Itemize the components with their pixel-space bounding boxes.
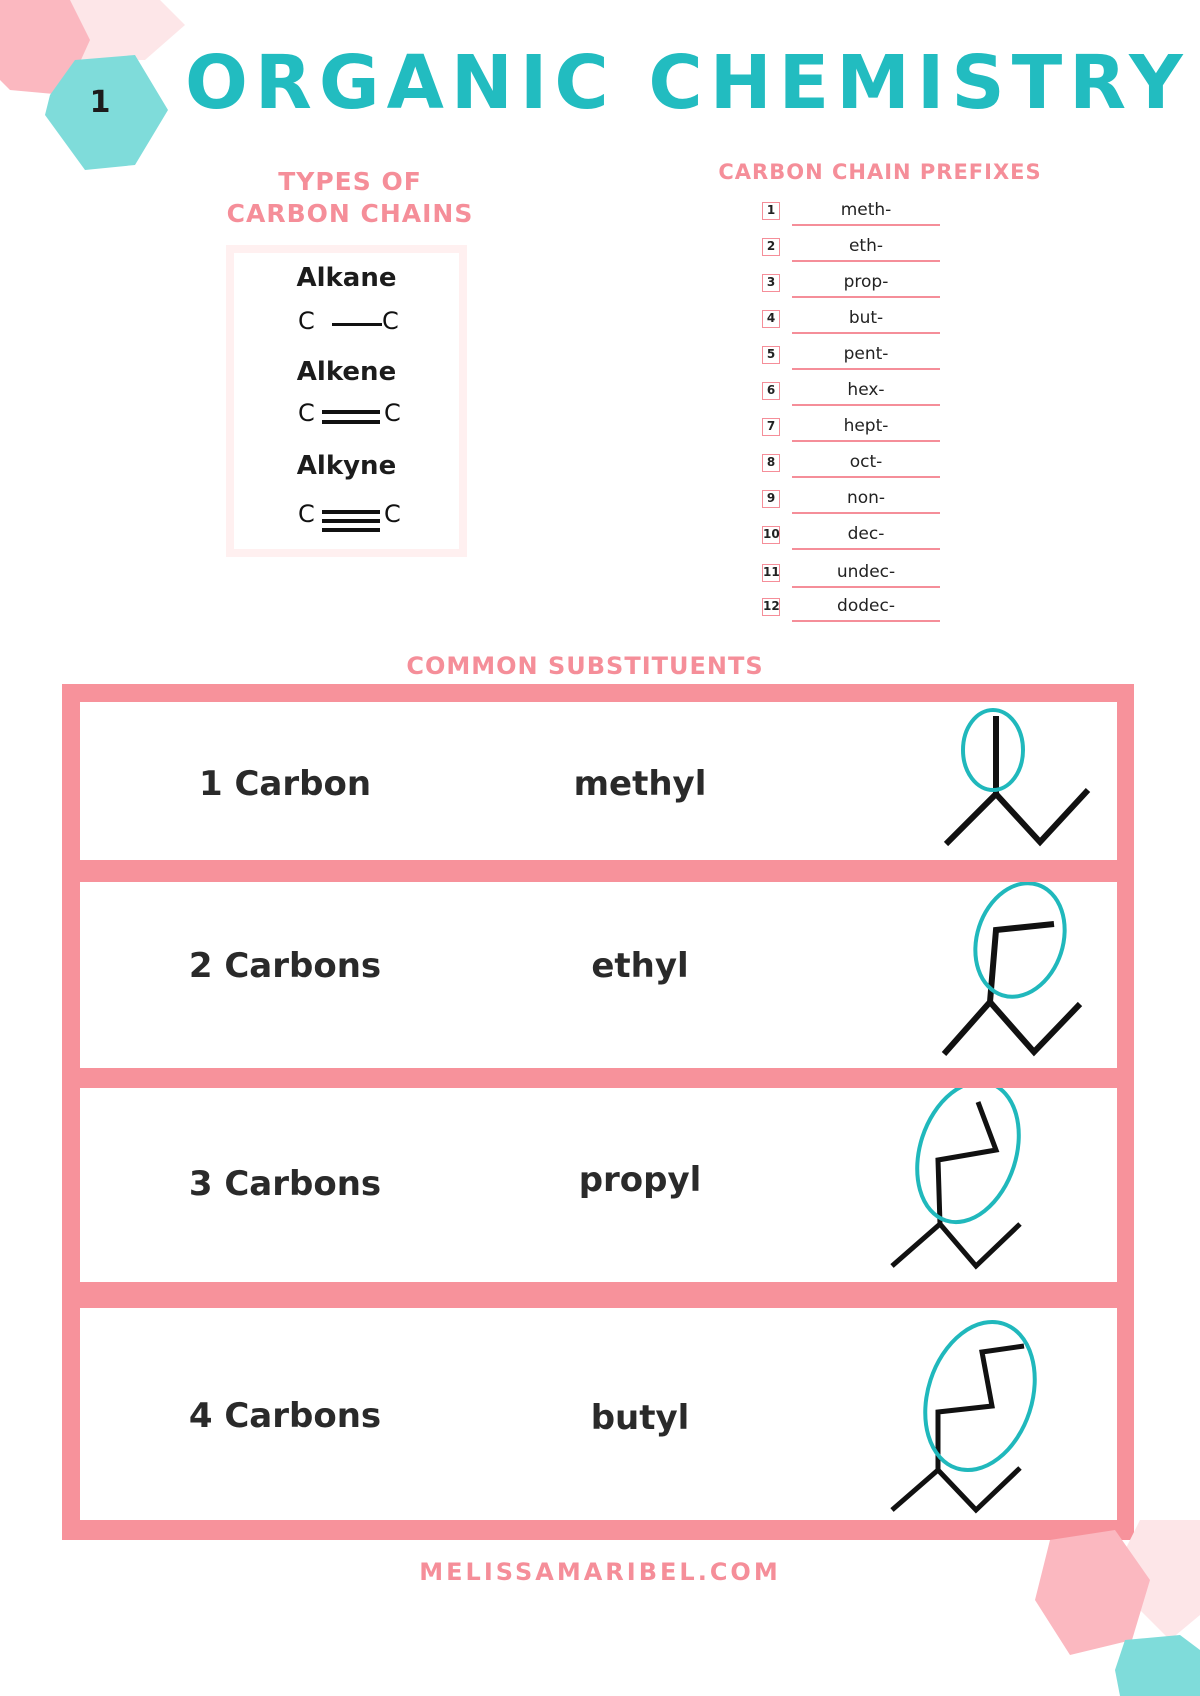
- prefix-text: non-: [846, 488, 886, 508]
- prefix-text: but-: [848, 308, 884, 328]
- prefix-underline: [792, 476, 940, 478]
- propyl-structure-icon: [880, 1088, 1110, 1282]
- prefix-number: 8: [762, 454, 780, 472]
- prefix-text: dec-: [847, 524, 885, 544]
- substituent-row-propyl: [80, 1088, 1117, 1282]
- prefix-text: meth-: [840, 200, 892, 220]
- footer-site: MELISSAMARIBEL.COM: [419, 1558, 781, 1586]
- triple-bond-line-1: [322, 510, 380, 514]
- prefix-text: prop-: [843, 272, 889, 292]
- carbon-count: 1 Carbon: [198, 764, 372, 804]
- prefix-underline: [792, 620, 940, 622]
- carbon-chains-heading-line2: CARBON CHAINS: [226, 199, 474, 228]
- alkyne-label: Alkyne: [296, 451, 397, 481]
- hexagon-teal-icon: [1115, 1635, 1200, 1696]
- prefix-row: [762, 562, 942, 598]
- prefix-underline: [792, 296, 940, 298]
- prefix-number: 10: [762, 526, 780, 544]
- prefix-number: 11: [762, 564, 780, 582]
- prefix-underline: [792, 332, 940, 334]
- single-bond: [332, 323, 382, 326]
- prefix-row: [762, 200, 942, 236]
- triple-bond-line-2: [322, 519, 380, 523]
- alkane-label: Alkane: [296, 263, 397, 293]
- alkane-carbon-right: C: [382, 307, 399, 335]
- substituent-name: ethyl: [591, 946, 689, 986]
- prefix-row: [762, 452, 942, 488]
- prefix-number: 9: [762, 490, 780, 508]
- carbon-chains-heading: [200, 166, 500, 230]
- prefix-underline: [792, 548, 940, 550]
- prefix-text: undec-: [836, 562, 896, 582]
- prefix-text: oct-: [849, 452, 883, 472]
- substituent-row-methyl: [80, 702, 1117, 860]
- prefix-number: 3: [762, 274, 780, 292]
- substituent-row-ethyl: [80, 882, 1117, 1068]
- prefix-number: 12: [762, 598, 780, 616]
- ethyl-structure-icon: [900, 882, 1110, 1068]
- substituents-heading: COMMON SUBSTITUENTS: [406, 652, 764, 680]
- carbon-chains-box: [226, 245, 467, 557]
- page-title: ORGANIC CHEMISTRY: [185, 40, 1190, 126]
- prefix-number: 2: [762, 238, 780, 256]
- prefix-text: dodec-: [837, 596, 895, 616]
- prefix-underline: [792, 440, 940, 442]
- prefix-row: [762, 488, 942, 524]
- prefix-underline: [792, 404, 940, 406]
- substituent-name: methyl: [573, 764, 707, 804]
- prefix-underline: [792, 512, 940, 514]
- substituent-name: propyl: [578, 1160, 702, 1200]
- prefix-text: hept-: [843, 416, 889, 436]
- prefix-underline: [792, 586, 940, 588]
- prefix-underline: [792, 368, 940, 370]
- carbon-chains-heading-line1: TYPES OF: [278, 167, 422, 196]
- decorative-hexagons-bottom: [1020, 1520, 1200, 1696]
- prefix-row: [762, 524, 942, 560]
- alkene-label: Alkene: [296, 357, 397, 387]
- double-bond-line-2: [322, 420, 380, 424]
- butyl-structure-icon: [880, 1308, 1110, 1520]
- prefix-text: eth-: [848, 236, 884, 256]
- page-number: 1: [89, 85, 111, 120]
- prefix-text: hex-: [847, 380, 885, 400]
- alkane-carbon-left: C: [298, 307, 315, 335]
- substituent-row-butyl: [80, 1308, 1117, 1520]
- prefixes-heading: CARBON CHAIN PREFIXES: [718, 160, 1042, 184]
- prefix-row: [762, 380, 942, 416]
- prefix-number: 7: [762, 418, 780, 436]
- prefix-number: 5: [762, 346, 780, 364]
- prefix-row: [762, 344, 942, 380]
- prefix-number: 6: [762, 382, 780, 400]
- methyl-structure-icon: [900, 702, 1110, 860]
- triple-bond-line-3: [322, 528, 380, 532]
- carbon-count: 2 Carbons: [188, 946, 382, 986]
- prefix-text: pent-: [843, 344, 889, 364]
- alkyne-carbon-left: C: [298, 500, 315, 528]
- alkene-carbon-left: C: [298, 399, 315, 427]
- prefix-row: [762, 272, 942, 308]
- carbon-count: 3 Carbons: [188, 1164, 382, 1204]
- prefix-row: [762, 308, 942, 344]
- alkyne-carbon-right: C: [384, 500, 401, 528]
- prefix-row: [762, 236, 942, 272]
- double-bond-line-1: [322, 410, 380, 414]
- prefix-underline: [792, 224, 940, 226]
- prefix-row: [762, 596, 942, 632]
- prefix-number: 4: [762, 310, 780, 328]
- alkene-carbon-right: C: [384, 399, 401, 427]
- carbon-count: 4 Carbons: [188, 1396, 382, 1436]
- prefix-row: [762, 416, 942, 452]
- substituent-name: butyl: [590, 1398, 690, 1438]
- prefix-underline: [792, 260, 940, 262]
- prefix-number: 1: [762, 202, 780, 220]
